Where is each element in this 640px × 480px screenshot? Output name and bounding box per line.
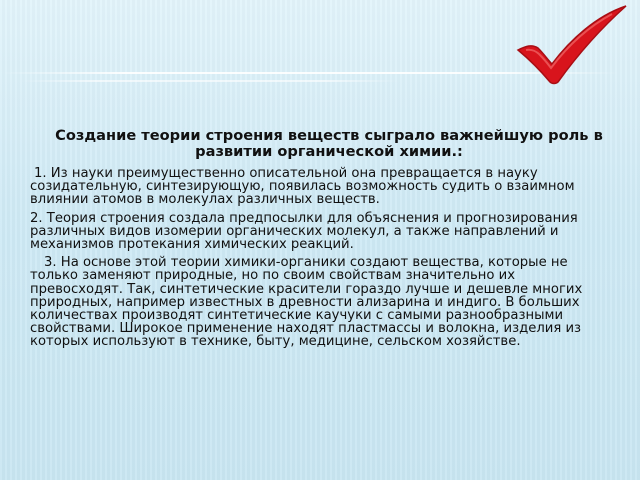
decorative-line bbox=[20, 80, 400, 82]
paragraph-3: 3. На основе этой теории химики-органики создают вещества, которые не только заменяют природные, но по своим свойствам значительно их превосходят. Так, синтетические красители гораздо лучше и дешевле многих природных, например известных в древности ализарина и индиго. В больших количествах производят синтетические каучуки с самыми разнообразными свойствами. Широкое применение находят пластмассы и волокна, изделия из которых используют в технике, быту, медицине, сельском хозяйстве. bbox=[30, 255, 583, 350]
paragraph-1: 1. Из науки преимущественно описательной она превращается в науку созидательную, синтезирующую, появилась возможность судить о взаимном влиянии атомов в молекулах различных веществ. bbox=[30, 166, 575, 208]
paragraph-2: 2. Теория строения создала предпосылки для объяснения и прогнозирования различных видов изомерии органических молекул, а также направлений и механизмов протекания химических реакций. bbox=[30, 210, 578, 253]
red-checkmark-icon bbox=[512, 4, 632, 86]
slide-title: Создание теории строения веществ сыграло важнейшую роль в развитии органической химии.: bbox=[55, 127, 603, 160]
slide-content bbox=[30, 128, 610, 354]
